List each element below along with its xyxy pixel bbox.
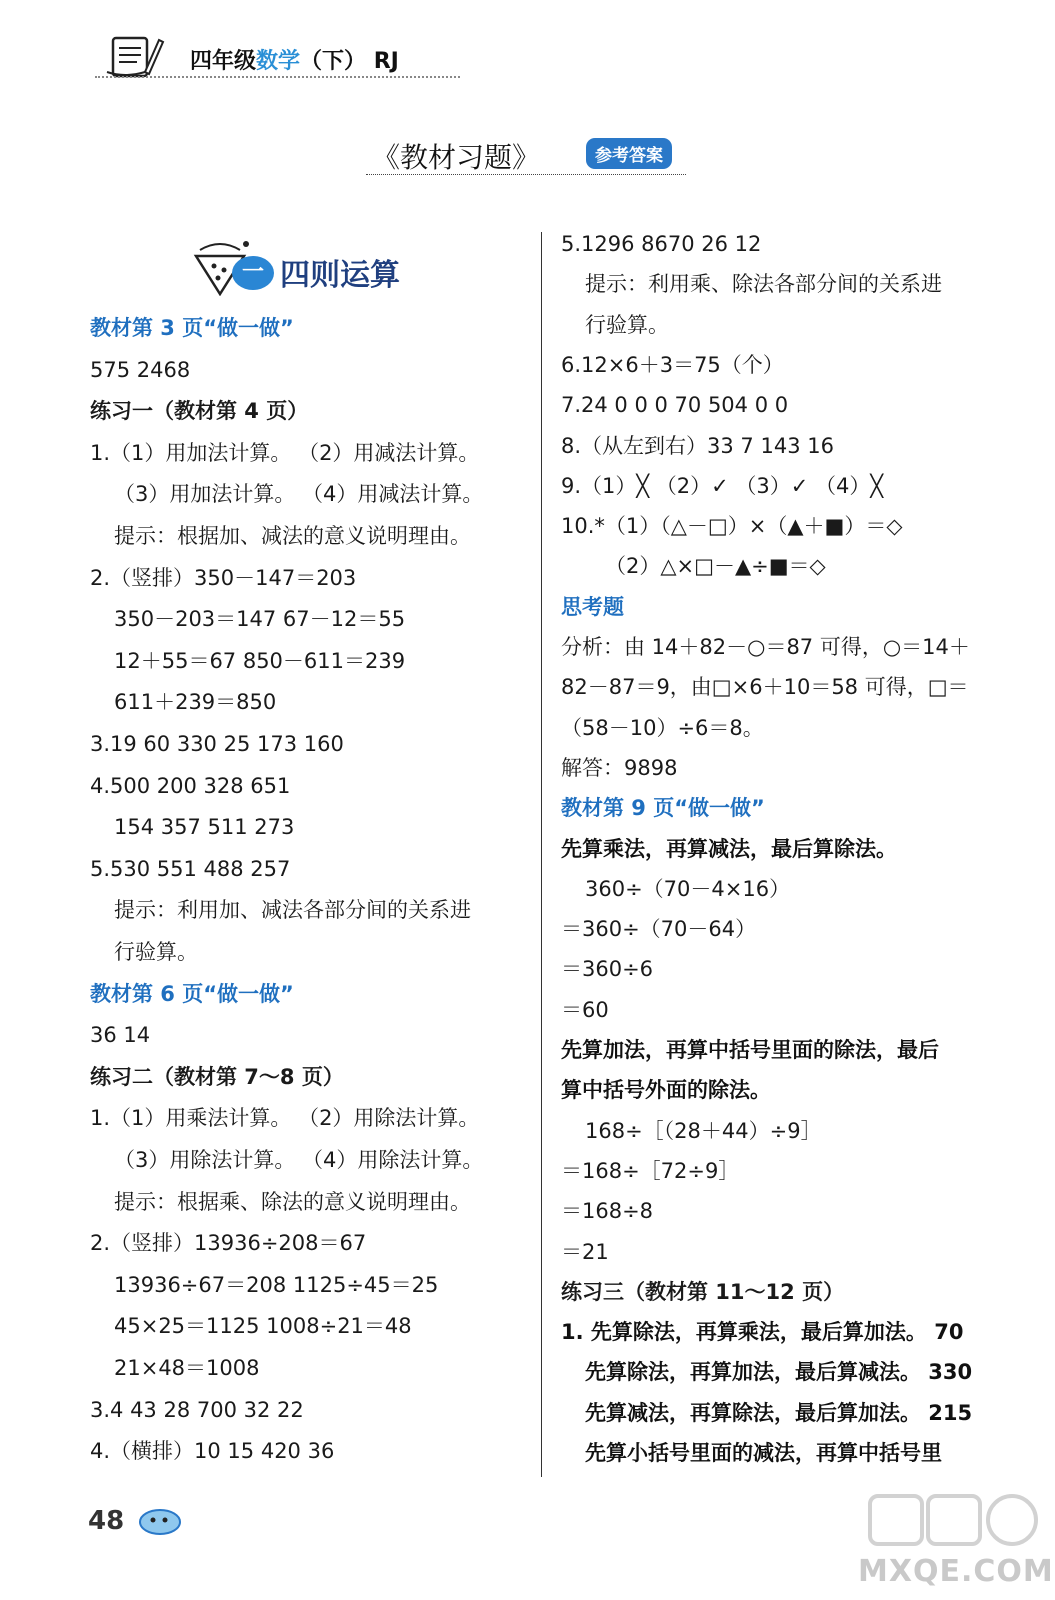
site-watermark	[858, 1490, 1054, 1598]
right-column-line: 提示：利用乘、除法各部分间的关系进	[585, 272, 942, 297]
left-column-line: 2.（竖排）13936÷208＝67	[90, 1231, 367, 1256]
left-column-line: （3）用加法计算。 （4）用减法计算。	[114, 482, 484, 507]
left-column-line: 提示：根据乘、除法的意义说明理由。	[114, 1189, 471, 1214]
right-column-line: ＝168÷8	[561, 1199, 654, 1224]
right-column-line: ＝21	[561, 1239, 609, 1264]
left-column-line: 3.4 43 28 700 32 22	[90, 1397, 304, 1422]
page-header	[95, 32, 465, 82]
header-rule	[95, 76, 460, 78]
right-column-line: 168÷［（28＋44）÷9］	[585, 1118, 822, 1143]
section-banner	[372, 132, 712, 180]
right-column-line: 先算加法，再算中括号里面的除法，最后	[561, 1038, 939, 1062]
notebook-pen-icon	[105, 32, 165, 82]
left-column-line: 练习二（教材第 7～8 页）	[90, 1064, 344, 1089]
right-column-line: 思考题	[561, 594, 624, 619]
header-subject: 数学	[256, 49, 301, 74]
right-column-line: 8.（从左到右）33 7 143 16	[561, 433, 834, 458]
left-column-line: 36 14	[90, 1023, 151, 1048]
left-column-line: 提示：根据加、减法的意义说明理由。	[114, 524, 471, 548]
left-column-line: 3.19 60 330 25 173 160	[90, 732, 344, 756]
left-column-line: 1.（1）用乘法计算。 （2）用除法计算。	[90, 1106, 480, 1131]
left-column-line: 4.（横排）10 15 420 36	[90, 1439, 335, 1464]
right-column-line: 7.24 0 0 0 70 504 0 0	[561, 393, 789, 418]
watermark-text: MXQE.COM	[858, 1554, 1054, 1589]
header-title	[190, 44, 399, 75]
left-column-line: 350－203＝147 67－12＝55	[114, 607, 406, 632]
right-column-line: 10.*（1）（△－□）×（▲＋■）＝◇	[561, 514, 903, 539]
left-column-line: 4.500 200 328 651	[90, 773, 291, 798]
right-column-line: 1. 先算除法，再算乘法，最后算加法。 70	[561, 1320, 964, 1345]
banner-rule	[366, 174, 686, 175]
unit-heading	[190, 236, 420, 296]
left-column-line: 12＋55＝67 850－611＝239	[114, 648, 406, 673]
column-divider	[541, 232, 542, 1477]
header-prefix: 四年级	[190, 49, 257, 74]
left-column-line: 练习一（教材第 4 页）	[90, 399, 309, 424]
left-column-line: 154 357 511 273	[114, 815, 295, 840]
header-suffix: （下） RJ	[300, 49, 399, 74]
right-column-line: 教材第 9 页“做一做”	[561, 796, 765, 821]
left-column-line: 2.（竖排）350－147＝203	[90, 565, 357, 590]
right-column-line: 先算除法，再算加法，最后算减法。 330	[585, 1360, 973, 1385]
left-column-line: 5.530 551 488 257	[90, 856, 291, 881]
page-number: 48	[88, 1506, 125, 1536]
right-column-line: 先算减法，再算除法，最后算加法。 215	[585, 1400, 973, 1425]
right-column-line: 先算乘法，再算减法，最后算除法。	[561, 836, 897, 861]
left-column-line: 45×25＝1125 1008÷21＝48	[114, 1314, 412, 1339]
left-column-line: 13936÷67＝208 1125÷45＝25	[114, 1272, 439, 1297]
right-column-line: （2）△×□－▲÷■＝◇	[605, 554, 826, 579]
unit-title: 四则运算	[280, 258, 400, 293]
right-column-line: 6.12×6＋3＝75（个）	[561, 352, 784, 377]
left-column-line: 575 2468	[90, 357, 191, 382]
footer-mascot-icon	[135, 1500, 185, 1540]
watermark-logo-icon	[866, 1490, 1042, 1550]
right-column-line: 行验算。	[585, 312, 669, 337]
right-column-line: 分析：由 14＋82－○＝87 可得，○＝14＋	[561, 635, 970, 659]
left-column-line: 提示：利用加、减法各部分间的关系进	[114, 898, 471, 923]
right-column-line: ＝168÷［72÷9］	[561, 1158, 740, 1183]
right-column-line: 360÷（70－4×16）	[585, 876, 791, 901]
left-column-line: 教材第 6 页“做一做”	[90, 981, 294, 1006]
right-column-line: （58－10）÷6＝8。	[561, 715, 764, 740]
right-column-line: 先算小括号里面的减法，再算中括号里	[585, 1441, 942, 1465]
right-column-line: ＝360÷（70－64）	[561, 917, 757, 942]
right-column-line: 算中括号外面的除法。	[561, 1078, 771, 1103]
unit-number-badge: 一	[232, 256, 274, 290]
left-column-line: 教材第 3 页“做一做”	[90, 316, 294, 340]
right-column-line: 练习三（教材第 11～12 页）	[561, 1279, 845, 1304]
left-column-line: （3）用除法计算。 （4）用除法计算。	[114, 1148, 484, 1172]
right-column-line: 5.1296 8670 26 12	[561, 232, 762, 256]
left-column-line: 1.（1）用加法计算。 （2）用减法计算。	[90, 440, 480, 465]
right-column-line: ＝360÷6	[561, 957, 654, 982]
banner-title: 《教材习题》	[372, 141, 541, 174]
banner-tag: 参考答案	[586, 138, 672, 169]
right-column-line: 解答：9898	[561, 755, 678, 780]
right-column-line: 82－87＝9，由□×6＋10＝58 可得，□＝	[561, 675, 969, 700]
right-column-line: ＝60	[561, 997, 609, 1022]
left-column-line: 611＋239＝850	[114, 690, 277, 715]
right-column-line: 9.（1）╳ （2）✓ （3）✓ （4）╳	[561, 473, 883, 498]
left-column-line: 21×48＝1008	[114, 1356, 260, 1380]
left-column-line: 行验算。	[114, 940, 198, 964]
